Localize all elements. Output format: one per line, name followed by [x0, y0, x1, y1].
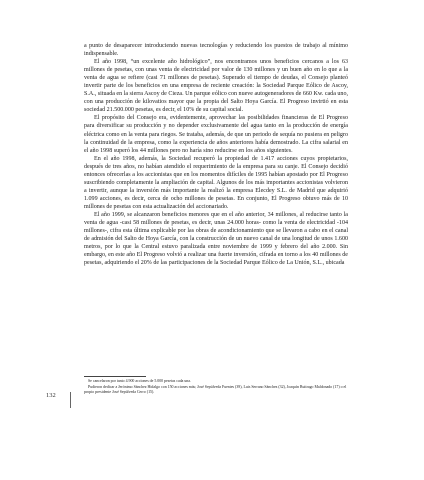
paragraph: El año 1998, “un excelente año hidrológico”, nos encontramos unos beneficios cercanos a los 63 millones de pesetas, con unas venta de electricidad por valor de 130 millones y un buen año en lo que a la venta de agua se refiere (casi 71 millones de pesetas). Superado el tiempo de deudas, el Consejo planteó invertir parte de los beneficios en una empresa de reciente creación: la Sociedad Parque Eólico de Ascoy, S.A., situada en la sierra Ascoy de Cieza. Un parque eólico con nueve autogeneradores de 660 Kw. cada uno, con una producción de kilovatios mayor que la propia del Salto Hoya García. El Progreso invirtió en esta sociedad 21.500.000 pesetas, es decir, el 10% de su capital social.: [84, 59, 348, 114]
margin-rule: [70, 392, 71, 408]
body-text: [84, 42, 348, 267]
paragraph: El año 1999, se alcanzaron beneficios menores que en el año anterior, 34 millones, al reducirse tanto la venta de agua -casi 58 millones de pesetas, es decir, unas 24.000 horas- como la venta de electricidad -104 millones-, cifra esta última explicable por las obras de acondicionamiento que se llevaron a cabo en el canal de admisión del Salto de Hoya García, con la construcción de un nuevo canal de una longitud de unos 1.600 metros, por lo que la Central estuvo paralizada entre noviembre de 1999 y febrero del año 2.000. Sin embargo, en este año El Progreso volvió a realizar una fuerte inversión, cifrada en torno a los 40 millones de pesetas, adquiriendo el 20% de las participaciones de la Sociedad Parque Eólico de La Unión, S.L., ubicada: [84, 211, 348, 267]
footnote-separator: [84, 376, 146, 377]
footnotes: [84, 379, 348, 396]
paragraph: El propósito del Consejo era, evidentemente, aprovechar las posibilidades financieras de El Progreso para diversificar su producción y no depender exclusivamente del agua tanto en la producción de energía eléctrica como en la venta para riegos. Se trataba, además, de que un periodo de sequía no pusiera en peligro la continuidad de la empresa, como la experiencia de años anteriores había demostrado. La cifra salarial en el año 1998 superó los 44 millones pero no haría sino reducirse en los años siguientes.: [84, 115, 348, 154]
page-number: 132: [46, 392, 56, 399]
paragraph: En el año 1998, además, la Sociedad recuperó la propiedad de 1.417 acciones cuyos propietarios, después de tres años, no habían atendido el requerimiento de la empresa para su canje. El Consejo decidió entonces ofrecerlas a los accionistas que en los momentos difíciles de 1995 habían apostado por El Progreso suscribiendo completamente la ampliación de capital. Algunos de los más importantes accionistas volvieron a invertir, aunque la inversión más importante la realizó la empresa Elecdey S.L. de Madrid que adquirió 1.099 acciones, es decir, cerca de ocho millones de pesetas. En conjunto, El Progreso obtuvo más de 10 millones de pesetas con esta actualización del accionariado.: [84, 155, 348, 210]
footnote: Se cancelaron por tanto 4.900 acciones de 5.000 pesetas cada una.: [88, 379, 191, 383]
paragraph: a punto de desaparecer introduciendo nuevas tecnologías y reduciendo los puestos de trabajo al mínimo indispensable.: [84, 43, 348, 58]
footnote: Pudieron dedicar a Jerónimo Sánchez Hidalgo con 150 acciones más; José Sepúlveda Fuentes (39), Luis Serrano Sánchez (32), Joaquín Buitrago Maldonado (17) o el propio presidente José Sepúlveda Cerro (15).: [84, 384, 347, 395]
